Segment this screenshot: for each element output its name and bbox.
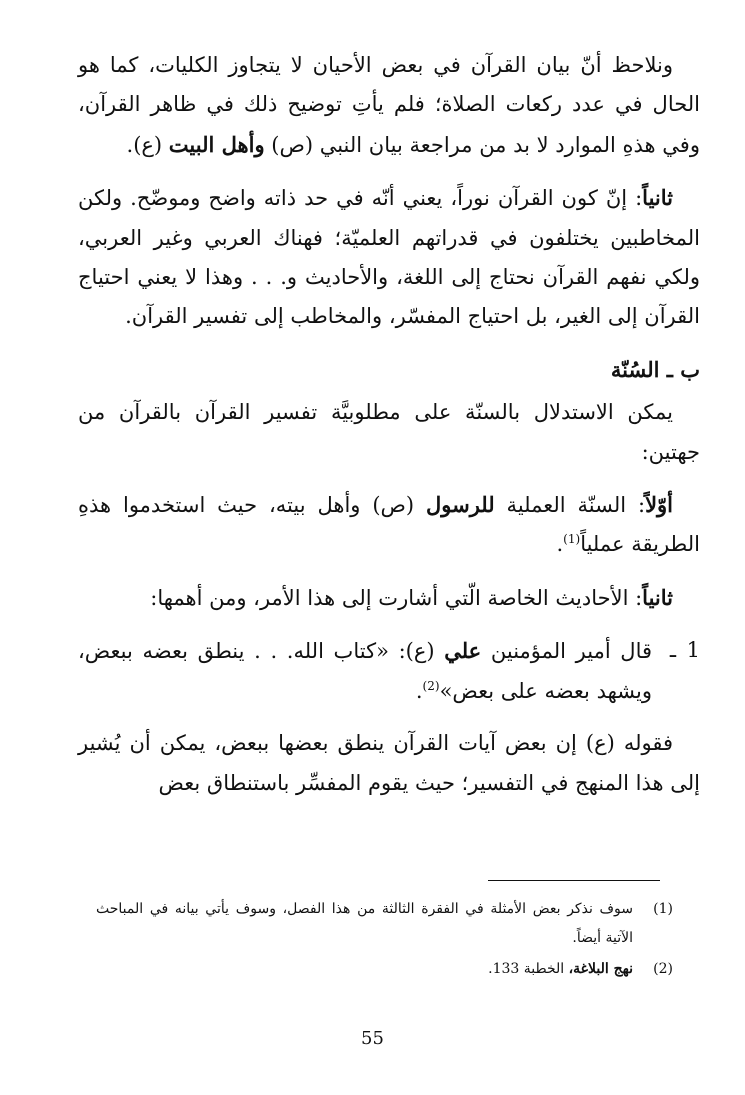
paragraph-4-text-b: (ص) وأهل بيته، حيث استخدموا هذهِ الطريقة عملياً (78, 493, 700, 557)
paragraph-4-text-a: : السنّة العملية (494, 493, 646, 518)
footnote-mark: (2) (653, 961, 673, 977)
section-heading: ب ـ السُنّة (610, 356, 700, 382)
paragraph-6: فقوله (ع) إن بعض آيات القرآن ينطق بعضها ببعض، يمكن أن يُشير إلى هذا المنهج في التفسير؛ حيث يقوم المفسِّر باستنطاق بعض (78, 731, 700, 795)
numbered-item-1 (78, 631, 700, 711)
footnote-rest: الخطبة 133. (488, 961, 569, 977)
footnote-ref-1[interactable]: (1) (563, 532, 581, 547)
item-text (78, 631, 652, 711)
main-text (78, 46, 700, 803)
paragraph-5-text: : الأحاديث الخاصة الّتي أشارت إلى هذا الأمر، ومن أهمها: (150, 585, 643, 610)
paragraph-2-text: : إنّ كون القرآن نوراً، يعني أنّه في حد ذاته واضح وموضّح. ولكن المخاطبين يختلفون في قدراتهم العلميّة؛ فهناك العربي وغير العربي، ولكي نفهم القرآن نحتاج إلى اللغة، والأحاديث و. . . وهذا لا يعني احتياج القرآن إلى الغير، بل احتياج المفسّر، والمخاطب إلى تفسير القرآن. (78, 186, 700, 329)
paragraph-5 (78, 578, 700, 618)
footnote-1 (96, 895, 673, 953)
item-bold: علي (444, 638, 482, 664)
paragraph-1-bold: وأهل البيت (168, 131, 265, 157)
paragraph-3: يمكن الاستدلال بالسنّة على مطلوبيَّة تفسير القرآن بالقرآن من جهتين: (78, 400, 700, 464)
item-dash: ـ (669, 638, 676, 663)
item-number: 1 (686, 638, 700, 663)
item-text-a: قال أمير المؤمنين (481, 639, 653, 664)
paragraph-1-end: (ع). (126, 132, 169, 157)
item-end: . (415, 678, 423, 703)
footnote-text (96, 955, 633, 984)
paragraph-4-lead: أوّلاً (645, 492, 674, 518)
paragraph-5-lead: ثانياً (642, 584, 673, 610)
paragraph-4-bold: للرسول (426, 492, 495, 518)
paragraph-4 (78, 485, 700, 565)
paragraph-1 (78, 46, 700, 165)
paragraph-2-lead: ثانياً (642, 185, 673, 211)
footnote-2 (96, 955, 673, 984)
paragraph-2 (78, 178, 700, 337)
paragraph-4-end: . (556, 532, 564, 557)
footnote-text: سوف نذكر بعض الأمثلة في الفقرة الثالثة من هذا الفصل، وسوف يأتي بيانه في المباحث الآتية أيضاً. (96, 901, 633, 946)
paragraph-1-text: ونلاحظ أنّ بيان القرآن في بعض الأحيان لا يتجاوز الكليات، كما هو الحال في عدد ركعات الصلاة؛ فلم يأتِ توضيح ذلك في ظاهر القرآن، وفي هذهِ الموارد لا بد من مراجعة بيان النبي (ص) (78, 53, 700, 157)
footnote-divider (488, 880, 660, 881)
footnote-bold: نهج البلاغة، (568, 961, 633, 977)
footnotes (96, 895, 673, 984)
item-text-b: (ع): «كتاب الله. . . ينطق بعضه ببعض، ويشهد بعضه على بعض» (78, 639, 652, 703)
footnote-mark: (1) (653, 901, 673, 917)
footnote-ref-2[interactable]: (2) (422, 678, 440, 693)
page-number: 55 (361, 1028, 384, 1049)
